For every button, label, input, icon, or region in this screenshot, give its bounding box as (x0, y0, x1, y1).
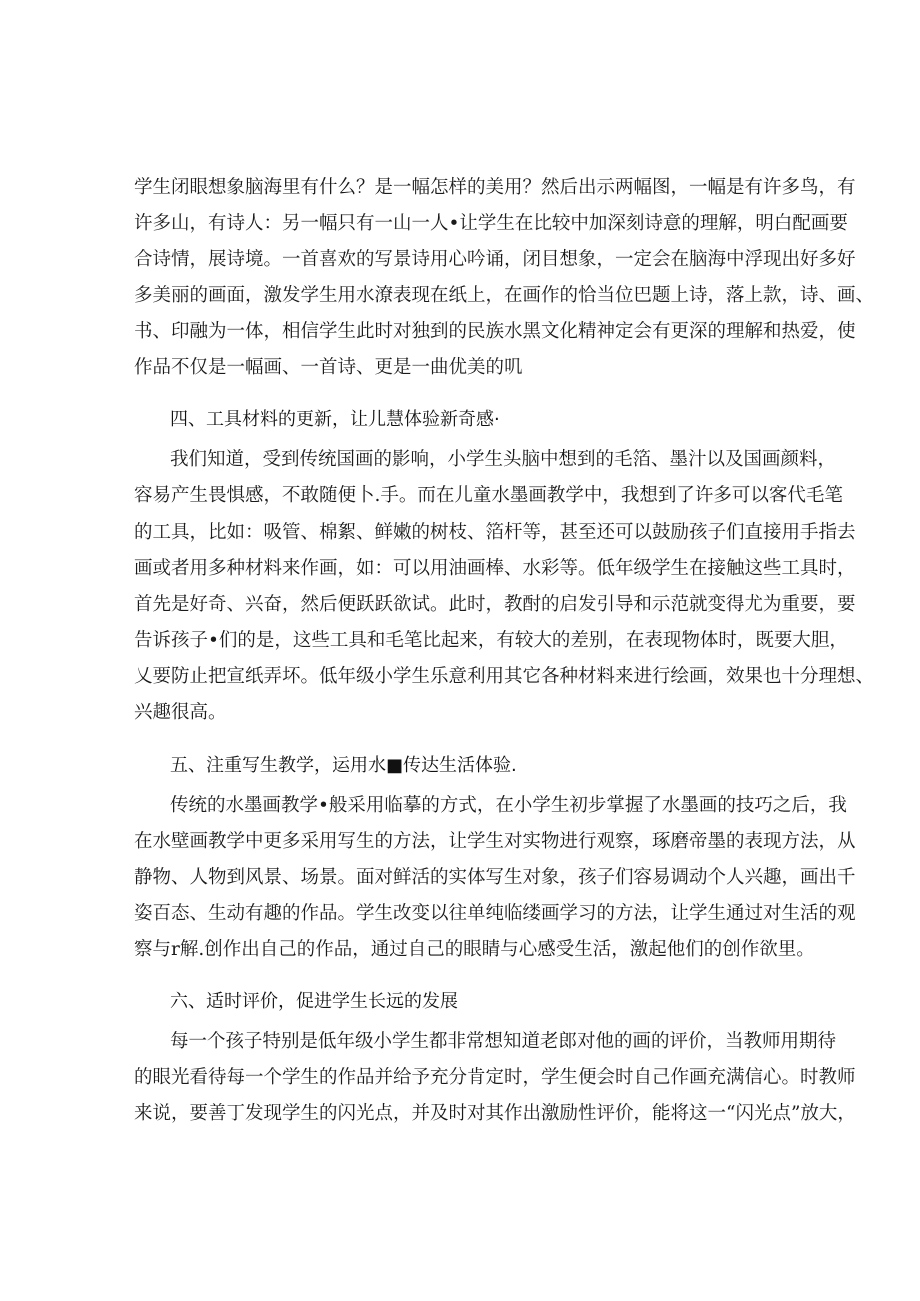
paragraph-4-line-1: 我们知道，受到传统国画的影响，小学生头脑中想到的毛箔、墨汁以及国画颜料， (170, 449, 837, 470)
paragraph-4-line-7: 乂要防止把宣纸弄坏。低年级小学生乐意利用其它各种材料来进行绘画，效果也十分理想、 (134, 666, 875, 687)
paragraph-4-line-8: 兴趣很高。 (134, 702, 227, 723)
paragraph-4-line-3: 的工具，比如：吸管、棉絮、鲜嫩的树枝、箔杆等，甚至还可以鼓励孩子们直接用手指去 (134, 522, 856, 543)
paragraph-6-line-2: 的眼光看待每一个学生的作品并给予充分肯定时，学生便会时自己作画充满信心。时教师 (134, 1067, 856, 1088)
paragraph-4-line-6: 告诉孩子•们的是，这些工具和毛笔比起来，有较大的差别，在表现物体时，既要大胆， (134, 630, 848, 651)
paragraph-1-line-3: 合诗情，展诗境。一首喜欢的写景诗用心吟诵，闭目想象，一定会在脑海中浮现出好多好 (134, 249, 856, 270)
paragraph-5-line-3: 静物、人物到风景、场景。面对鲜活的实体写生对象，孩子们容易调动个人兴趣，画出千 (134, 867, 856, 888)
paragraph-5-line-5: 察与r解.创作出自己的作品，通过自己的眼睛与心感受生活，激起他们的创作欲里。 (134, 939, 815, 960)
paragraph-5-line-1: 传统的水墨画教学•般采用临摹的方式，在小学生初步掌握了水墨画的技巧之后，我 (170, 795, 847, 816)
section-heading-4: 四、工具材料的更新，让儿慧体验新奇感· (170, 409, 500, 430)
paragraph-4-line-5: 首先是好奇、兴奋，然后便跃跃欲试。此时，教酎的启发引导和示范就变得尤为重要，要 (134, 594, 856, 615)
paragraph-1-line-4: 多美丽的画面，激发学生用水潦表现在纸上，在画作的恰当位巴题上诗，落上款，诗、画、 (134, 285, 875, 306)
paragraph-6-line-3: 来说，要善丁发现学生的闪光点，并及时对其作出激励性评价，能将这一“闪光点”放大， (134, 1103, 856, 1124)
section-heading-5: 五、注重写生教学，运用水■传达生活体验. (170, 755, 517, 776)
section-heading-6: 六、适时评价，促进学生长远的发展 (170, 991, 458, 1012)
paragraph-5-line-4: 姿百态、生动有趣的作品。学生改变以往单纯临缕画学习的方法，让学生通过对生活的观 (134, 903, 856, 924)
paragraph-4-line-2: 容易产生畏惧感，不敢随便卜.手。而在儿童水墨画教学中，我想到了许多可以客代毛笔 (134, 485, 843, 506)
paragraph-4-line-4: 画或者用多种材料来作画，如：可以用油画棒、水彩等。低年级学生在接触这些工具时， (134, 558, 856, 579)
paragraph-1-line-5: 书、印融为一体，相信学生此时对独到的民族水黑文化精神定会有更深的理解和热爱，使 (134, 321, 856, 342)
paragraph-5-line-2: 在水壁画教学中更多采用写生的方法，让学生对实物进行观察，琢磨帝墨的表现方法，从 (134, 831, 856, 852)
paragraph-1-line-6: 作品不仅是一幅画、一首诗、更是一曲优美的叽 (134, 357, 523, 378)
paragraph-1-line-2: 许多山，有诗人：另一幅只有一山一人•让学生在比较中加深刻诗意的理解，明白配画要 (134, 213, 848, 234)
paragraph-1-line-1: 学生闭眼想象脑海里有什么？是一幅怎样的美用？然后出示两幅图，一幅是有许多鸟，有 (134, 177, 856, 198)
paragraph-6-line-1: 每一个孩子特别是低年级小学生都非常想知道老郎对他的画的评价，当教师用期待 (170, 1031, 837, 1052)
